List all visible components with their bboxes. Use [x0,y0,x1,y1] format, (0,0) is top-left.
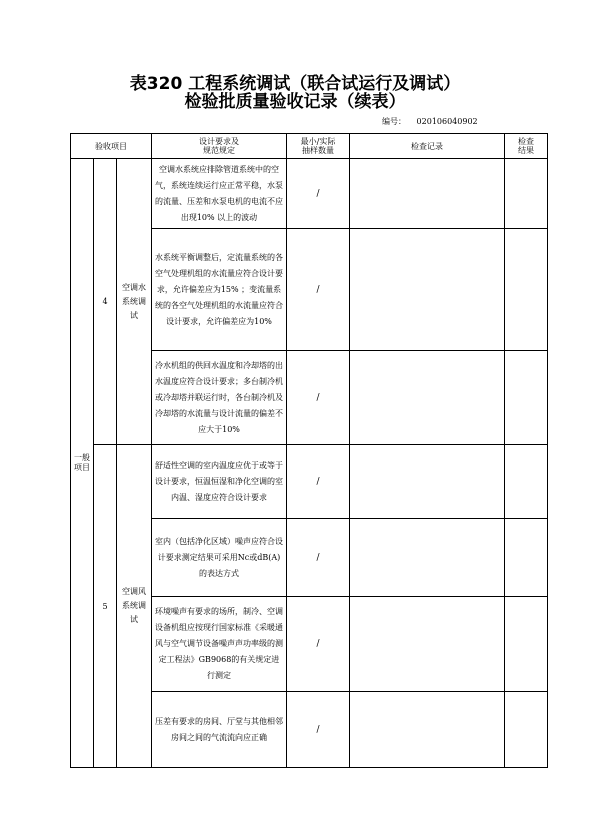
result-cell[interactable] [505,597,548,692]
acceptance-table [70,133,548,768]
record-cell[interactable] [350,445,505,519]
header-requirement: 设计要求及 规范规定 [152,134,287,159]
result-cell[interactable] [505,445,548,519]
header-inspection-record: 检查记录 [350,134,505,159]
sample-cell: / [287,159,350,229]
code-value: 020106040902 [416,117,478,126]
result-cell[interactable] [505,692,548,768]
record-cell[interactable] [350,159,505,229]
sample-cell: / [287,229,350,351]
code-label: 编号： [382,117,406,126]
requirement-cell: 冷水机组的供回水温度和冷却塔的出水温度应符合设计要求；多台制冷机或冷却塔并联运行时，各台制冷机及冷却塔的水流量与设计流量的偏差不应大于10% [152,351,287,445]
requirement-cell: 环境噪声有要求的场所，制冷、空调设备机组应按现行国家标准《采暖通风与空气调节设备噪声声功率级的测定工程法》GB9068的有关规定进行测定 [152,597,287,692]
requirement-cell: 室内（包括净化区域）噪声应符合设计要求测定结果可采用Nc或dB(A)的表达方式 [152,519,287,597]
form-subtitle: 检验批质量验收记录（续表） [184,92,406,112]
sample-cell: / [287,351,350,445]
record-cell[interactable] [350,351,505,445]
requirement-cell: 压差有要求的房间、厅堂与其他相邻房间之间的气流流向应正确 [152,692,287,768]
result-cell[interactable] [505,159,548,229]
group-name: 空调风 系统调 试 [117,445,152,768]
header-row [71,134,548,159]
table-row [71,159,548,229]
group-number: 4 [94,159,117,445]
sample-cell: / [287,519,350,597]
header-min-sample: 最小/实际 抽样数量 [287,134,350,159]
category-cell: 一般 项目 [71,159,94,768]
header-result: 检查 结果 [505,134,548,159]
header-acceptance-item: 验收项目 [71,134,152,159]
requirement-cell: 水系统平衡调整后，定流量系统的各空气处理机组的水流量应符合设计要求，允许偏差应为15% ；变流量系统的各空气处理机组的水流量应符合设计要求，允许偏差应为10% [152,229,287,351]
form-code [382,116,478,127]
form-title: 表320 工程系统调试（联合试运行及调试） [129,74,461,94]
record-cell[interactable] [350,519,505,597]
record-cell[interactable] [350,229,505,351]
result-cell[interactable] [505,351,548,445]
sample-cell: / [287,445,350,519]
record-cell[interactable] [350,692,505,768]
requirement-cell: 空调水系统应排除管道系统中的空气，系统连续运行应正常平稳，水泵的流量、压差和水泵电机的电流不应出现10% 以上的波动 [152,159,287,229]
sample-cell: / [287,597,350,692]
result-cell[interactable] [505,229,548,351]
record-cell[interactable] [350,597,505,692]
sample-cell: / [287,692,350,768]
requirement-cell: 舒适性空调的室内温度应优于或等于设计要求，恒温恒湿和净化空调的室内温、湿度应符合设计要求 [152,445,287,519]
group-name: 空调水 系统调 试 [117,159,152,445]
table-row [71,445,548,519]
result-cell[interactable] [505,519,548,597]
group-number: 5 [94,445,117,768]
